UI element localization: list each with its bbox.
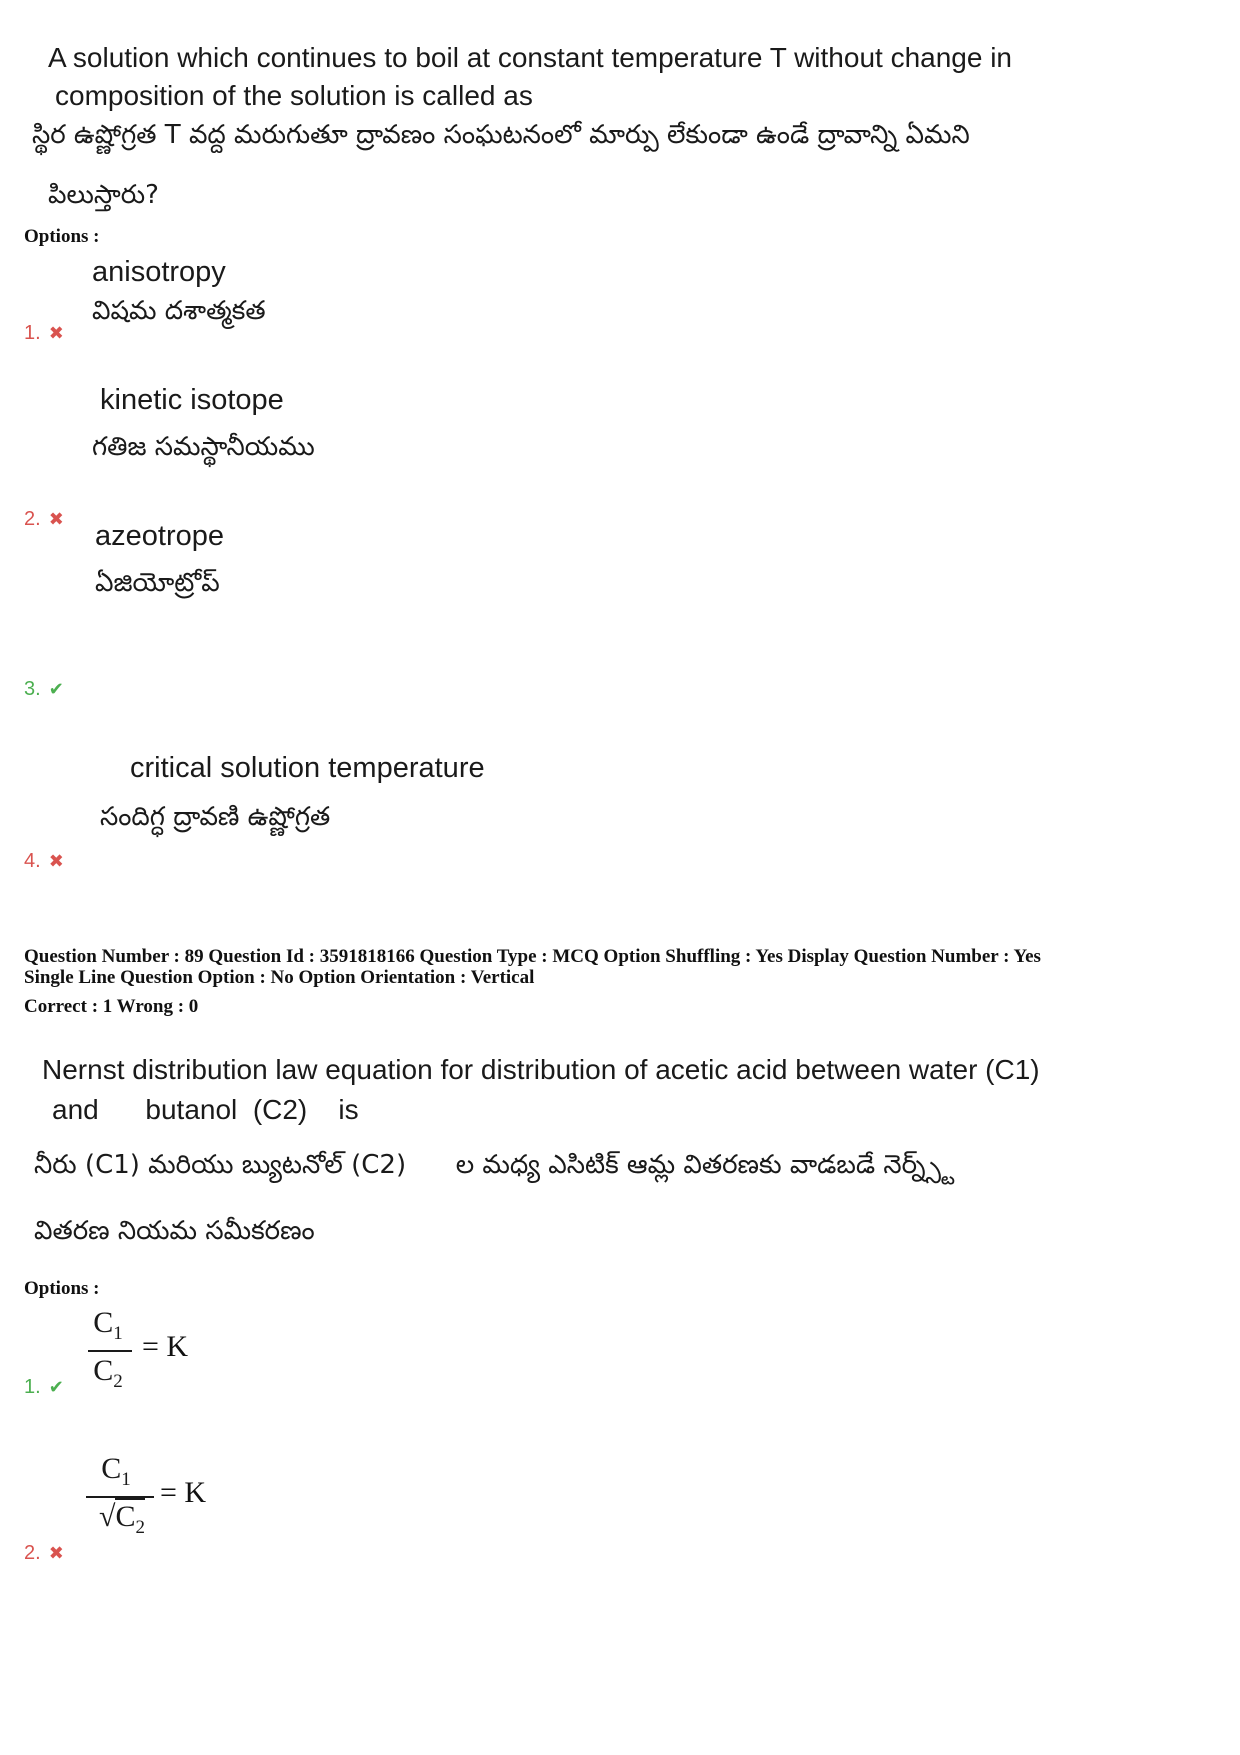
numerator: $C_1$ (101, 1452, 131, 1490)
options-label: Options : (24, 1278, 100, 1299)
cross-icon: ✖ (48, 323, 64, 343)
cross-icon: ✖ (48, 1543, 64, 1563)
option-1-rhs: = K (142, 1330, 189, 1363)
option-2-text-te: గతిజ సమస్థానీయము (92, 432, 315, 462)
option-1-number: 1. ✔ (24, 1376, 64, 1398)
cross-icon: ✖ (48, 509, 64, 529)
question-text-te-line2: పిలుస్తారు? (48, 180, 159, 210)
option-4-number: 4. ✖ (24, 850, 64, 872)
question-text-en-line1: A solution which continues to boil at constant temperature T without change in (48, 42, 1013, 73)
option-2-equation (86, 1452, 156, 1544)
question-text-en-line2: composition of the solution is called as (55, 80, 533, 111)
option-1-equation (88, 1306, 148, 1398)
cross-icon: ✖ (48, 851, 64, 871)
question-text-te-line1: నీరు (C1) మరియు బ్యుటనోల్ (C2) ల మధ్య ఎసిటిక్ ఆమ్ల వితరణకు వాడబడే నెర్న్స్ట్ (34, 1150, 955, 1180)
option-3-text-en: azeotrope (95, 520, 224, 552)
numerator: $C_1$ (93, 1306, 123, 1344)
question-text-en-line2: and butanol (C2) is (52, 1094, 359, 1125)
options-label: Options : (24, 226, 100, 247)
fraction-bar (88, 1350, 132, 1352)
option-1-number: 1. ✖ (24, 322, 64, 344)
option-4-text-en: critical solution temperature (130, 752, 485, 784)
question-meta-line1: Question Number : 89 Question Id : 3591818166 Question Type : MCQ Option Shuffling : Yes Display Question Number : Yes (24, 946, 1041, 967)
question-text-te-line2: వితరణ నియమ సమీకరణం (34, 1216, 315, 1246)
question-text-te-line1: స్థిర ఉష్ణోగ్రత T వద్ద మరుగుతూ ద్రావణం సంఘటనంలో మార్పు లేకుండా ఉండే ద్రావాన్ని ఏమని (32, 120, 970, 150)
option-1-text-en: anisotropy (92, 256, 226, 288)
denominator: $√C_2$ (99, 1500, 145, 1538)
option-3-text-te: ఏజియోట్రోప్ (95, 568, 220, 598)
check-icon: ✔ (48, 1377, 64, 1397)
question-score: Correct : 1 Wrong : 0 (24, 996, 199, 1017)
option-2-number: 2. ✖ (24, 1542, 64, 1564)
option-2-rhs: = K (160, 1476, 207, 1509)
option-2-number: 2. ✖ (24, 508, 64, 530)
option-1-text-te: విషమ దశాత్మకత (92, 296, 266, 326)
option-2-text-en: kinetic isotope (100, 384, 284, 416)
denominator: $C_2$ (93, 1354, 123, 1392)
option-4-text-te: సందిగ్ధ ద్రావణి ఉష్ణోగ్రత (100, 802, 331, 832)
sqrt-symbol: √ (99, 1500, 116, 1533)
check-icon: ✔ (48, 679, 64, 699)
question-meta-line2: Single Line Question Option : No Option Orientation : Vertical (24, 967, 535, 988)
question-text-en-line1: Nernst distribution law equation for distribution of acetic acid between water (C1) (42, 1054, 1040, 1085)
option-3-number: 3. ✔ (24, 678, 64, 700)
